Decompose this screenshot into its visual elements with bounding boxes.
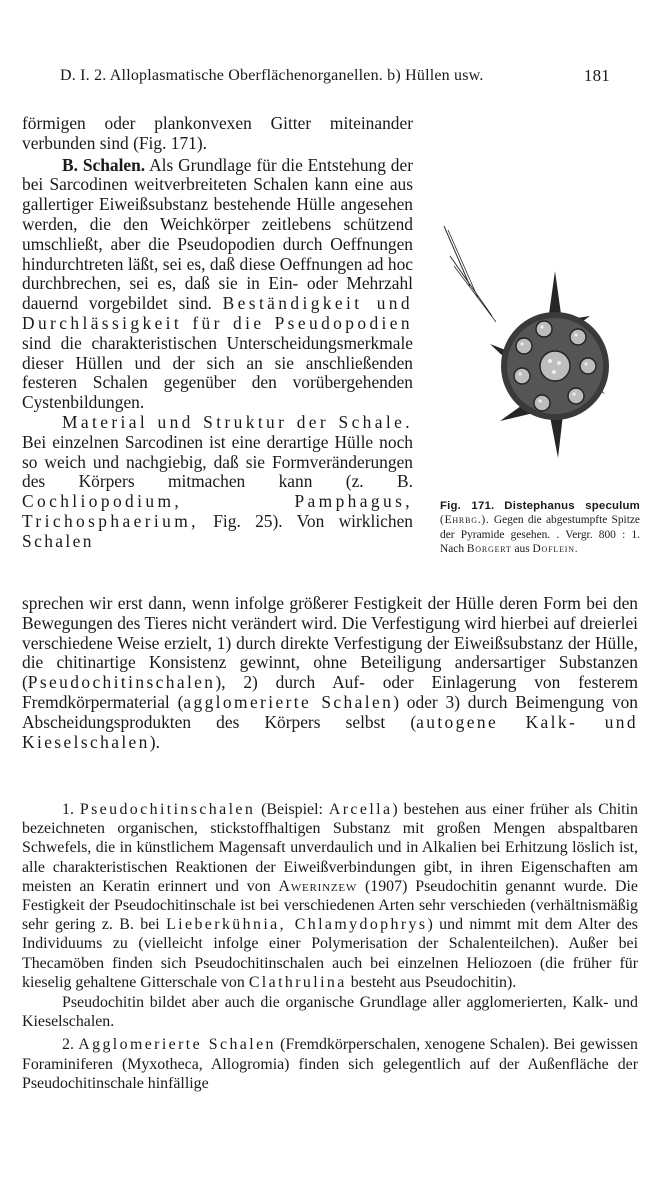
term-agglomerierte-item: Agglomerierte Schalen [78,1036,276,1054]
heading-material-struktur: Material und Struktur der Schale. [62,411,413,432]
figure-171-caption: Fig. 171. Distephanus speculum (Ehrbg.). Gegen die abgestumpfte Spitze der Pyramide gesehen. . Vergr. 800 : 1. Nach Borgert aus Doflein. [440,500,640,556]
term-pseudochitinschalen-item: Pseudochitinschalen [79,801,256,818]
running-title: D. I. 2. Alloplasmatische Oberflächenorganellen. b) Hüllen usw. [60,67,484,84]
paragraph-pseudochitin: Pseudochitin bildet aber auch die organische Grundlage aller agglomerierten, Kalk- und Kieselschalen. [22,994,638,1031]
paragraph-material: Material und Struktur der Schale. Bei einzelnen Sarcodinen ist eine derartige Hülle noch so weich und nachgiebig, daß sie Formveränderungen des Körpers mitmachen kann (z. B. Cochliopodium, Pamphagus, Trichosphaerium, Fig. 25). Von wirklichen Schalen [22,411,413,551]
term-bestaendigkeit: Beständigkeit und Durchlässigkeit für die Pseudopodien [22,293,413,333]
term-agglomerierte-schalen: agglomerierte Schalen [183,691,394,712]
paragraph-top: förmigen oder plankonvexen Gitter miteinander verbunden sind (Fig. 171). [22,113,413,153]
running-header [60,66,640,86]
page-number: 181 [583,66,610,85]
paragraph-item-2: 2. Agglomerierte Schalen (Fremdkörperschalen, xenogene Schalen). Bei gewissen Foraminiferen (Myxotheca, Allogromia) finden sich gelegentlich auf der Außenfläche der Pseudochitinschale hinfällige [22,1036,638,1092]
full-width-text [22,594,638,752]
paragraph-item-1: 1. Pseudochitinschalen (Beispiel: Arcella) bestehen aus einer früher als Chitin bezeichneten organischen, stickstoffhaltigen Substanz mit großen Mengen abspaltbaren Schwefels, die in künstlichem Magensaft unverdaulich und in Alkalien bei Erhitzung löslich ist, alle charakteristischen Reaktionen der Eiweißverbindungen gibt, in ihren Eigenschaften am meisten an Keratin erinnert und von Awerinzew (1907) Pseudochitin genannt wurde. Die Festigkeit der Pseudochitinschale ist bei verschiedenen Arten sehr verschieden (verhältnismäßig sehr gering z. B. bei Lieberkühnia, Chlamydophrys) und nimmt mit dem Alter des Individuums zu (vielleicht infolge einer Polymerisation der Schalenteilchen). Außer bei Thecamöben finden sich Pseudochitinschalen auch bei einzelnen Heliozoen (die früher für kieselig gehaltene Gitterschale von Clathrulina besteht aus Pseudochitin). [22,801,638,991]
term-pseudochitinschalen: Pseudochitinschalen [27,672,216,693]
genus-list: Cochliopodium, Pamphagus, Trichosphaerium, [22,491,413,531]
author-awerinzew: Awerinzew [278,877,358,895]
genus-arcella: Arcella [328,801,393,818]
term-autogene-schalen: autogene Kalk- und Kieselschalen [22,711,638,752]
figure-171-image [440,226,640,496]
left-column-text [22,114,413,552]
genus-clathrulina: Clathrulina [248,973,347,991]
genus-lieberkuehnia: Lieberkühnia, Chlamydophrys [166,916,428,934]
distephanus-skeleton-drawing [440,226,640,496]
figure-title: Distephanus speculum [504,500,640,512]
paragraph-section-b: B. Schalen. Als Grundlage für die Entstehung der bei Sarcodinen weitverbreiteten Schalen kann eine aus gallertiger Eiweißsubstanz bestehende Hülle angesehen werden, die den Weichkörper zeitlebens schützend umschließt, aber die Pseudopodien durch Oeffnungen hindurchtreten läßt, sei es, daß diese Oeffnungen ad hoc durchbrechen, sei es, daß sie in Ein- oder Mehrzahl dauernd vorgebildet sind. Beständigkeit und Durchlässigkeit für die Pseudopodien sind die charakteristischen Unterscheidungsmerkmale dieser Hüllen und der sich an sie anschließenden festeren Schalen gegenüber den vorübergehenden Cystenbildungen. [22,154,413,413]
small-print-text [22,800,638,1093]
section-heading-schalen: B. Schalen. [62,154,146,175]
term-schalen: Schalen [22,530,94,551]
paragraph-material-continued: sprechen wir erst dann, wenn infolge größerer Festigkeit der Hülle deren Form bei den Bewegungen des Tieres nicht verändert wird. Die Verfestigung wird hierbei auf dreierlei verschiedene Weise erzielt, 1) durch direkte Verfestigung der Eiweißsubstanz der Hülle, die chitinartige Konsistenz gewinnt, ohne Beteiligung andersartiger Substanzen (Pseudochitinschalen), 2) durch Auf- oder Einlagerung von festerem Fremdkörpermaterial (agglomerierte Schalen) oder 3) durch Beimengung von Abscheidungsprodukten des Körpers selbst (autogene Kalk- und Kieselschalen). [22,593,638,752]
figure-label: Fig. 171. [440,500,495,512]
